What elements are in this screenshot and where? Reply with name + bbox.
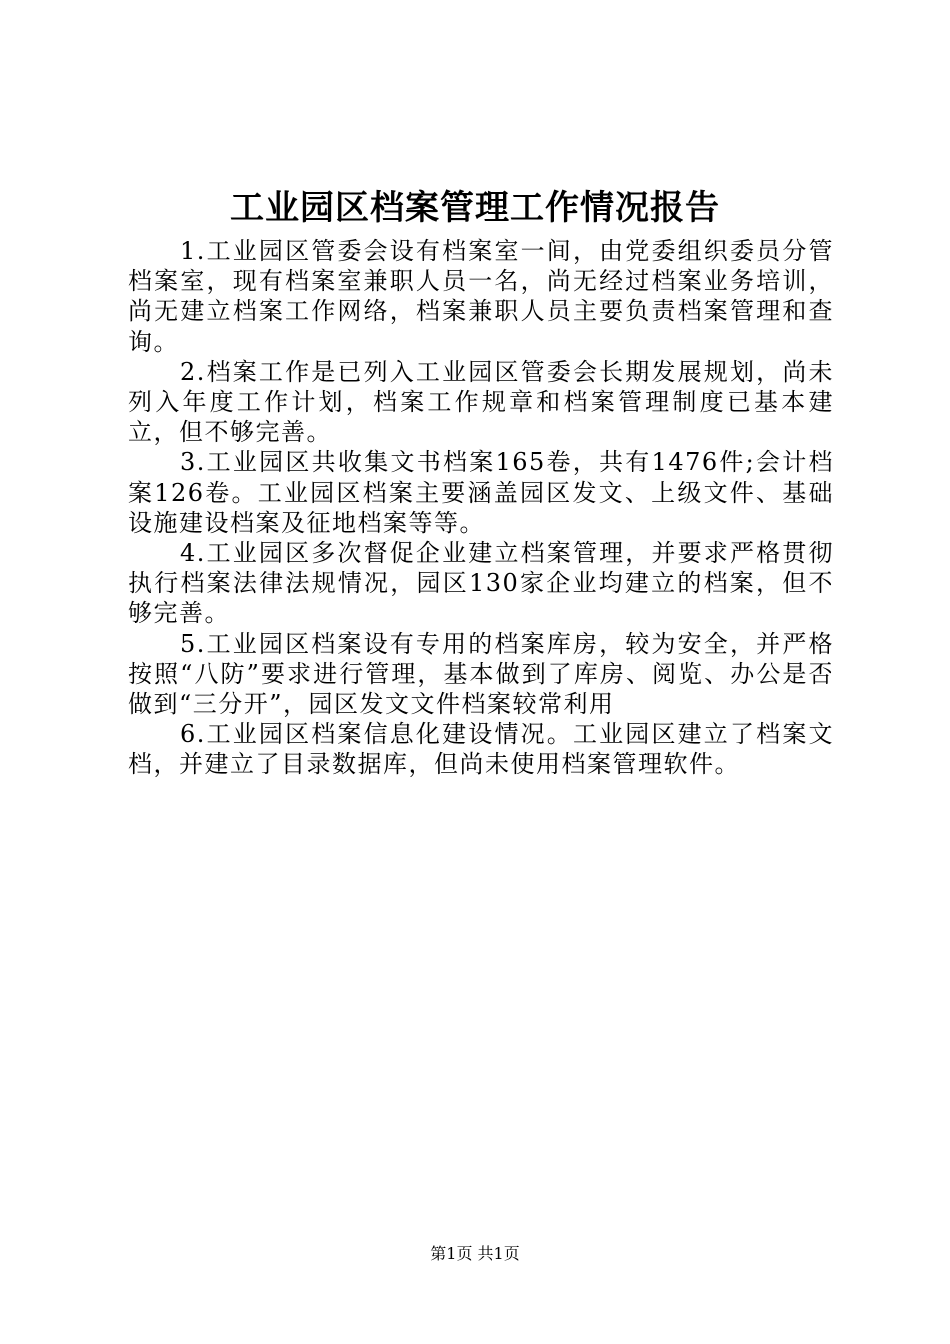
paragraph-5: 5.工业园区档案设有专用的档案库房，较为安全，并严格按照“八防”要求进行管理，基本做到了库房、阅览、办公是否做到“三分开”，园区发文文件档案较常利用 [128,629,834,719]
paragraph-3: 3.工业园区共收集文书档案165卷，共有1476件;会计档案126卷。工业园区档案主要涵盖园区发文、上级文件、基础设施建设档案及征地档案等等。 [128,448,834,537]
document-body [128,236,834,780]
paragraph-6: 6.工业园区档案信息化建设情况。工业园区建立了档案文档，并建立了目录数据库，但尚未使用档案管理软件。 [128,720,834,779]
paragraph-4: 4.工业园区多次督促企业建立档案管理，并要求严格贯彻执行档案法律法规情况，园区130家企业均建立的档案，但不够完善。 [128,539,834,628]
paragraph-2: 2.档案工作是已列入工业园区管委会长期发展规划，尚未列入年度工作计划，档案工作规章和档案管理制度已基本建立，但不够完善。 [128,357,834,447]
page-footer: 第1页 共1页 [430,1244,520,1263]
paragraph-1: 1.工业园区管委会设有档案室一间，由党委组织委员分管档案室，现有档案室兼职人员一名，尚无经过档案业务培训，尚无建立档案工作网络，档案兼职人员主要负责档案管理和查询。 [128,237,834,356]
document-title: 工业园区档案管理工作情况报告 [230,188,720,228]
